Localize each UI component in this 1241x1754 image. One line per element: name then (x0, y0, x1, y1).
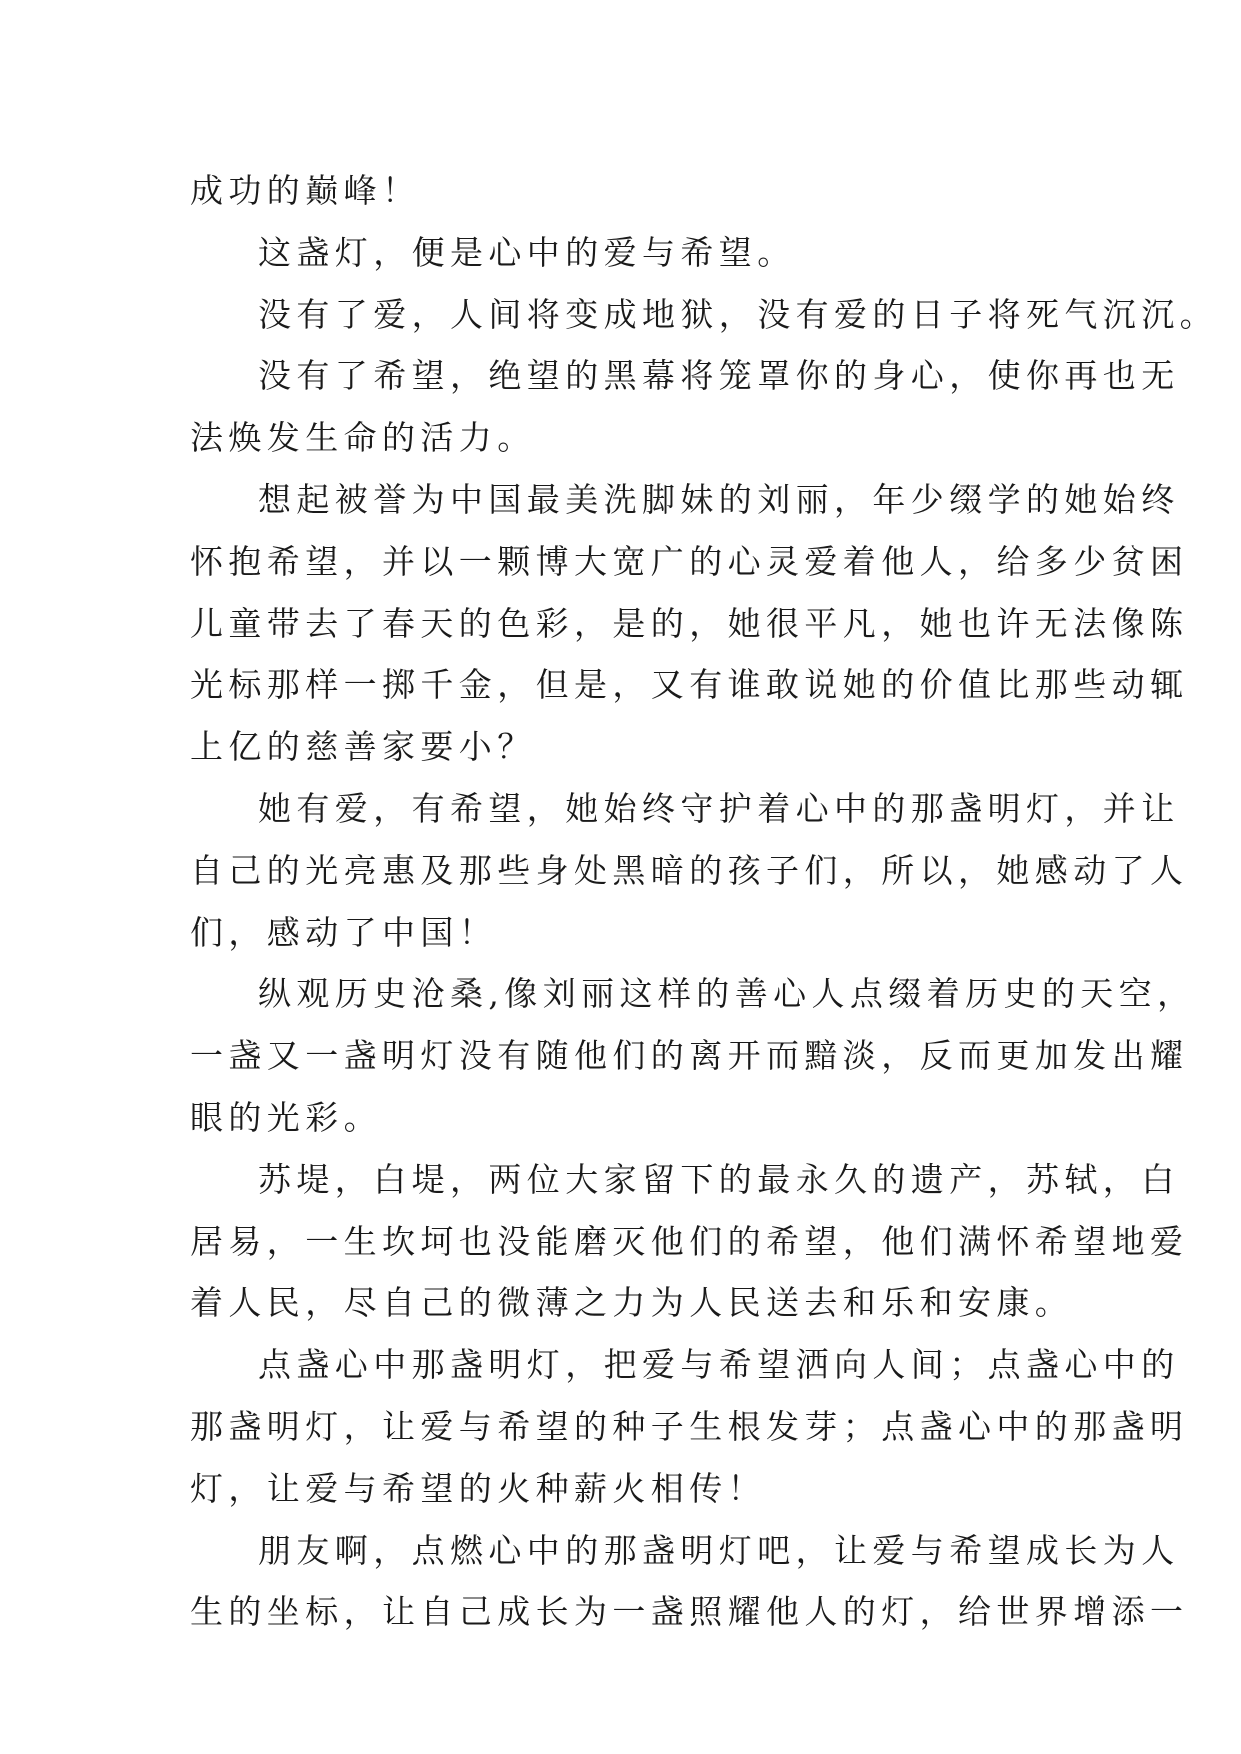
text-line: 灯，让爱与希望的火种薪火相传！ (190, 1468, 766, 1508)
text-line: 生的坐标，让自己成长为一盏照耀他人的灯，给世界增添一 (190, 1592, 1189, 1632)
text-line: 一盏又一盏明灯没有随他们的离开而黯淡，反而更加发出耀 (190, 1036, 1189, 1076)
document-body (190, 160, 1218, 1643)
text-line: 居易，一生坎坷也没能磨灭他们的希望，他们满怀希望地爱 (190, 1221, 1189, 1261)
text-line: 没有了爱，人间将变成地狱，没有爱的日子将死气沉沉。 (258, 294, 1218, 334)
text-line: 法焕发生命的活力。 (190, 418, 536, 458)
text-line: 点盏心中那盏明灯，把爱与希望洒向人间；点盏心中的 (258, 1345, 1180, 1385)
text-line: 怀抱希望，并以一颗博大宽广的心灵爱着他人，给多少贫困 (190, 541, 1189, 581)
text-line: 眼的光彩。 (190, 1097, 382, 1137)
text-line: 们，感动了中国！ (190, 912, 498, 952)
text-line: 儿童带去了春天的色彩，是的，她很平凡，她也许无法像陈 (190, 603, 1189, 643)
text-line: 光标那样一掷千金，但是，又有谁敢说她的价值比那些动辄 (190, 665, 1189, 705)
text-line: 苏堤，白堤，两位大家留下的最永久的遗产，苏轼，白 (258, 1159, 1180, 1199)
text-line: 朋友啊，点燃心中的那盏明灯吧，让爱与希望成长为人 (258, 1530, 1180, 1570)
text-line: 她有爱，有希望，她始终守护着心中的那盏明灯，并让 (258, 788, 1180, 828)
text-line: 那盏明灯，让爱与希望的种子生根发芽；点盏心中的那盏明 (190, 1406, 1189, 1446)
text-line: 纵观历史沧桑,像刘丽这样的善心人点缀着历史的天空， (258, 974, 1196, 1014)
text-line: 着人民，尽自己的微薄之力为人民送去和乐和安康。 (190, 1283, 1074, 1323)
text-line: 自己的光亮惠及那些身处黑暗的孩子们，所以，她感动了人 (190, 850, 1189, 890)
text-line: 没有了希望，绝望的黑幕将笼罩你的身心，使你再也无 (258, 356, 1180, 396)
text-line: 成功的巅峰！ (190, 171, 421, 210)
text-line: 上亿的慈善家要小？ (190, 727, 536, 767)
text-line: 这盏灯，便是心中的爱与希望。 (258, 232, 796, 272)
text-line: 想起被誉为中国最美洗脚妹的刘丽，年少缀学的她始终 (258, 479, 1180, 519)
